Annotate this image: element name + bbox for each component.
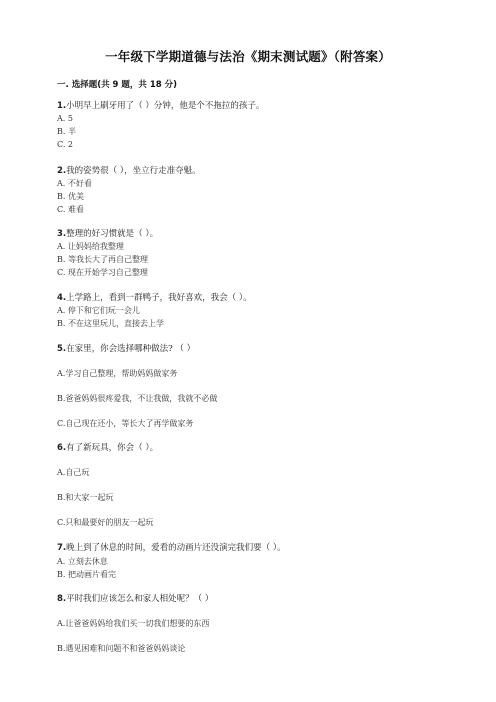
question-4-option-b: B. 不在这里玩儿，直接去上学 bbox=[57, 319, 164, 328]
section-heading: 一. 选择题(共 9 题，共 18 分) bbox=[57, 80, 178, 90]
question-7-option-b: B. 把动画片看完 bbox=[57, 570, 116, 579]
question-6-option-a: A.自己玩 bbox=[57, 468, 90, 477]
question-3-option-b: B. 等我长大了再自己整理 bbox=[57, 255, 148, 264]
question-4: 4.上学路上，看到一群鸭子，我好喜欢，我会（ ）。 bbox=[57, 293, 252, 303]
question-2-option-c: C. 难看 bbox=[57, 205, 84, 214]
question-8-option-b: B.遇见困难和问题不和爸爸妈妈谈论 bbox=[57, 644, 186, 653]
question-5-option-b: B.爸爸妈妈很疼爱我，不让我做，我就不必做 bbox=[57, 394, 218, 403]
question-3-option-c: C. 现在开始学习自己整理 bbox=[57, 268, 148, 277]
question-7-option-a: A. 立刻去休息 bbox=[57, 557, 108, 566]
question-1-option-b: B. 半 bbox=[57, 127, 76, 136]
question-1: 1.小明早上刷牙用了（ ）分钟，他是个不拖拉的孩子。 bbox=[57, 101, 265, 111]
question-3-option-a: A. 让妈妈给我整理 bbox=[57, 242, 124, 251]
question-8-option-a: A.让爸爸妈妈给我们买一切我们想要的东西 bbox=[57, 619, 210, 628]
question-1-option-c: C. 2 bbox=[57, 140, 74, 149]
question-5-option-c: C.自己现在还小，等长大了再学做家务 bbox=[57, 419, 194, 428]
question-2-option-b: B. 优美 bbox=[57, 192, 84, 201]
question-6-option-b: B.和大家一起玩 bbox=[57, 493, 114, 502]
question-5: 5.在家里，你会选择哪种做法? （ ） bbox=[57, 344, 196, 354]
question-2-option-a: A. 不好看 bbox=[57, 179, 92, 188]
question-7: 7.晚上到了休息的时间，爱看的动画片还没演完我们要（ ）。 bbox=[57, 543, 286, 553]
question-4-option-a: A. 停下和它们玩一会儿 bbox=[57, 306, 140, 315]
question-5-option-a: A.学习自己整理，帮助妈妈做家务 bbox=[57, 369, 178, 378]
question-6-option-c: C.只和最要好的朋友一起玩 bbox=[57, 518, 154, 527]
document-title: 一年级下学期道德与法治《期末测试题》（附答案） bbox=[105, 49, 391, 64]
question-1-option-a: A. 5 bbox=[57, 114, 73, 123]
question-8: 8.平时我们应该怎么和家人相处呢？（ ） bbox=[57, 594, 214, 604]
question-6: 6.有了新玩具，你会（ ）。 bbox=[57, 443, 159, 453]
question-3: 3.整理的好习惯就是（ ）。 bbox=[57, 229, 159, 239]
question-2: 2.我的姿势很（ ），坐立行走准夺魁。 bbox=[57, 166, 201, 176]
